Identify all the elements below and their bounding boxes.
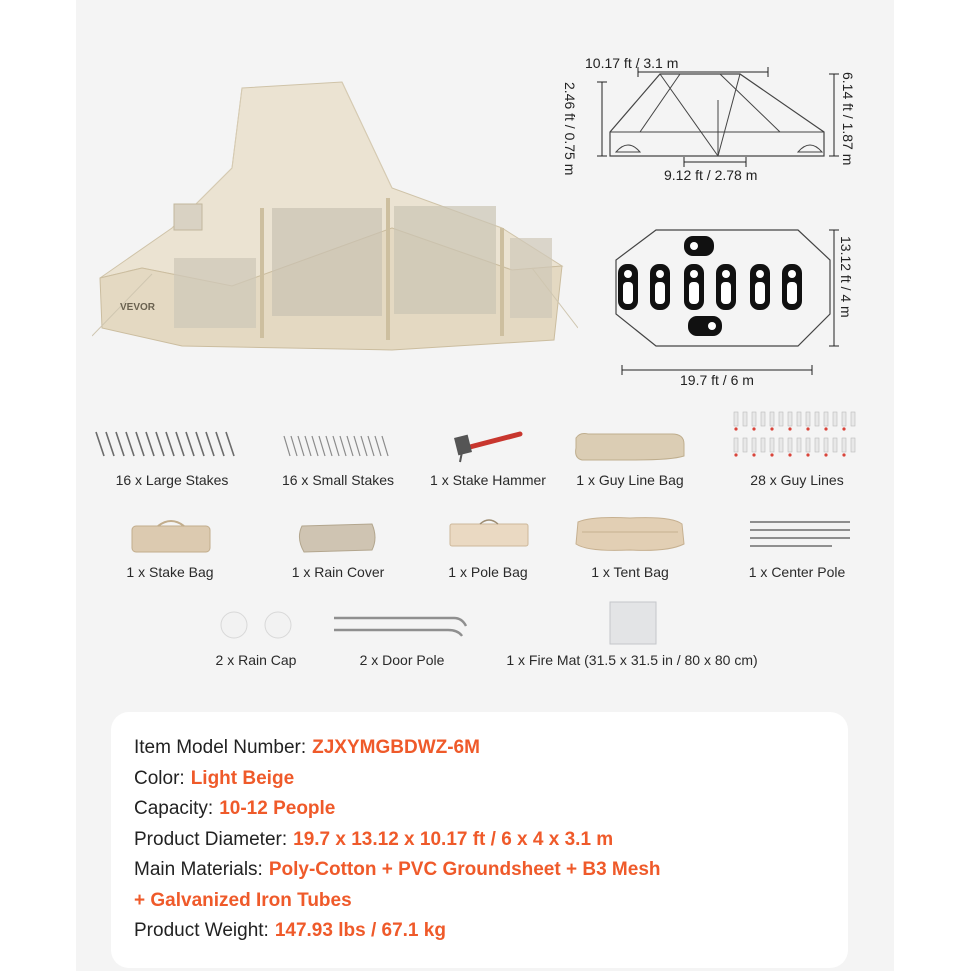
door-pole-label: 2 x Door Pole (359, 652, 445, 668)
tent-bag-label: 1 x Tent Bag (591, 564, 669, 580)
tent-photo (92, 78, 578, 360)
spec-materials-value-cont: + Galvanized Iron Tubes (134, 890, 352, 911)
spec-capacity-label: Capacity: (134, 798, 214, 819)
spec-materials-cont (134, 890, 352, 912)
spec-color-label: Color: (134, 768, 185, 789)
large-stakes-image (90, 428, 240, 460)
stake-bag-label: 1 x Stake Bag (126, 564, 214, 580)
rain-cover-image (296, 520, 380, 554)
pole-bag-image (448, 516, 530, 548)
guy-lines-image (730, 410, 864, 462)
spec-color (134, 768, 294, 790)
spec-weight-value: 147.93 lbs / 67.1 kg (274, 920, 446, 941)
spec-capacity-value: 10-12 People (219, 798, 336, 819)
fire-mat-label: 1 x Fire Mat (31.5 x 31.5 in / 80 x 80 cm) (506, 652, 758, 668)
tent-floor-plan (608, 224, 858, 384)
floor-length-label: 19.7 ft / 6 m (680, 372, 754, 388)
guy-lines-label: 28 x Guy Lines (750, 472, 844, 488)
floor-depth-label: 13.12 ft / 4 m (838, 236, 854, 318)
large-stakes-label: 16 x Large Stakes (115, 472, 229, 488)
rain-cap-label: 2 x Rain Cap (215, 652, 297, 668)
guy-line-bag-image (572, 430, 688, 462)
spec-weight (134, 920, 446, 942)
spec-model (134, 737, 480, 759)
spec-color-value: Light Beige (190, 768, 295, 789)
fire-mat-image (608, 600, 658, 646)
center-pole-label: 1 x Center Pole (748, 564, 846, 580)
spec-card (111, 712, 848, 968)
stake-hammer-label: 1 x Stake Hammer (430, 472, 546, 488)
small-stakes-label: 16 x Small Stakes (281, 472, 395, 488)
guy-line-bag-label: 1 x Guy Line Bag (576, 472, 684, 488)
door-span-label: 9.12 ft / 2.78 m (664, 167, 758, 183)
spec-capacity (134, 798, 335, 820)
side-width-label: 10.17 ft / 3.1 m (585, 55, 679, 71)
spec-diameter-value: 19.7 x 13.12 x 10.17 ft / 6 x 4 x 3.1 m (293, 829, 614, 850)
rain-cap-image (220, 610, 294, 640)
rain-cover-label: 1 x Rain Cover (291, 564, 385, 580)
spec-materials-label: Main Materials: (134, 859, 263, 880)
spec-model-value: ZJXYMGBDWZ-6M (312, 737, 480, 758)
stake-bag-image (128, 518, 214, 554)
tent-bag-image (572, 514, 688, 554)
center-pole-image (746, 518, 854, 550)
spec-materials-value: Poly-Cotton + PVC Groundsheet + B3 Mesh (268, 859, 661, 880)
spec-diameter-label: Product Diameter: (134, 829, 288, 850)
stake-hammer-image (450, 428, 524, 464)
spec-diameter (134, 829, 613, 851)
wall-height-label: 2.46 ft / 0.75 m (562, 82, 578, 176)
door-pole-image (330, 612, 472, 638)
spec-weight-label: Product Weight: (134, 920, 269, 941)
brand-logo: VEVOR (120, 302, 156, 313)
spec-materials (134, 859, 661, 881)
total-height-label: 6.14 ft / 1.87 m (840, 72, 856, 166)
spec-model-label: Item Model Number: (134, 737, 307, 758)
tent-side-diagram (580, 60, 850, 180)
pole-bag-label: 1 x Pole Bag (448, 564, 528, 580)
small-stakes-image (280, 434, 392, 458)
